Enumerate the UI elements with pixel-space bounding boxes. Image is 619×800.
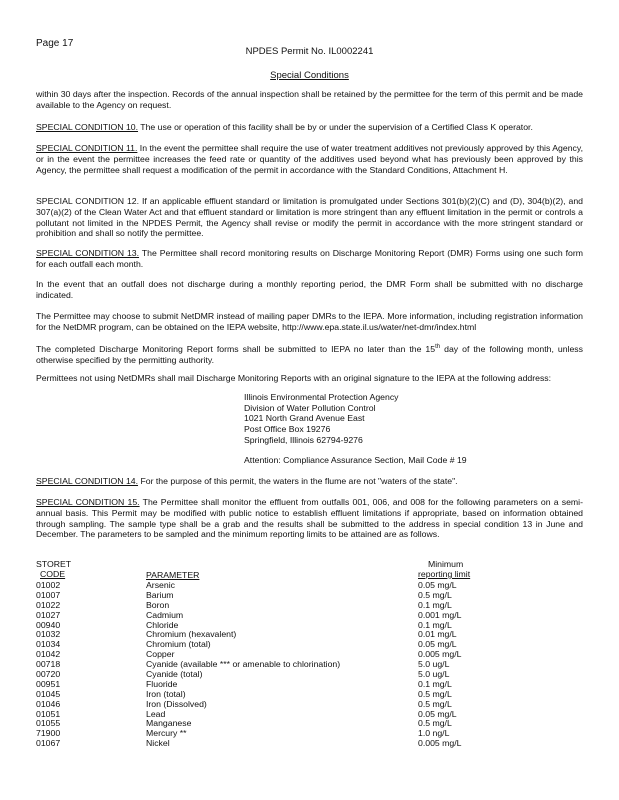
condition-label: SPECIAL CONDITION 10. bbox=[36, 122, 139, 132]
condition-text: In the event the permittee shall require the use of water treatment additives not previously approved by this Agency, or in the event the permittee increases the feed rate or quantity of the additives used beyond what has previously been approved by this Agency, the permittee shall request a modification of the permit in accordance with the Standard Conditions, Attachment H. bbox=[36, 143, 583, 175]
parameter-name: Chromium (hexavalent) bbox=[146, 629, 237, 640]
reporting-limit: 0.05 mg/L bbox=[418, 580, 457, 590]
address-line: Post Office Box 19276 bbox=[244, 424, 331, 435]
table-row bbox=[36, 718, 583, 728]
condition-text: The use or operation of this facility shall be by or under the supervision of a Certified Class K operator. bbox=[138, 122, 533, 132]
completed-text-a: The completed Discharge Monitoring Report forms shall be submitted to IEPA no later than the 15 bbox=[36, 343, 436, 354]
parameter-name: Arsenic bbox=[146, 580, 175, 590]
reporting-limit: 0.5 mg/L bbox=[418, 589, 452, 600]
parameter-name: Mercury ** bbox=[146, 728, 187, 739]
reporting-limit: 0.5 mg/L bbox=[418, 688, 452, 699]
table-row bbox=[36, 699, 583, 709]
minimum-label: Minimum bbox=[428, 559, 464, 569]
reporting-limit: 0.5 mg/L bbox=[418, 718, 452, 729]
reporting-limit: 0.01 mg/L bbox=[418, 629, 457, 640]
table-row bbox=[36, 580, 583, 590]
special-condition-13 bbox=[36, 248, 583, 270]
paragraph-mail-address: Permittees not using NetDMRs shall mail Discharge Monitoring Reports with an original signature to the IEPA at the following address: bbox=[36, 373, 552, 383]
permit-number: NPDES Permit No. IL0002241 bbox=[245, 46, 374, 57]
parameter-name: Cadmium bbox=[146, 609, 184, 620]
storet-code: 01007 bbox=[36, 589, 61, 600]
condition-text: The Permittee shall monitor the effluent from outfalls 001, 006, and 008 for the following parameters on a semi-annual basis. This Permit may be modified with public notice to establish effluent limitations if appropriate, based on information obtained through sampling. The sample type shall be a grab and the results shall be submitted to the address in special condition 13 in June and December. The parameters to be sampled and the minimum reporting limits to be attained are as follows. bbox=[36, 497, 583, 540]
parameter-name: Lead bbox=[146, 708, 166, 719]
condition-label: SPECIAL CONDITION 11. bbox=[36, 143, 138, 153]
page-title: Special Conditions bbox=[270, 70, 349, 81]
reporting-limit: 0.1 mg/L bbox=[418, 619, 452, 630]
storet-code: 01055 bbox=[36, 718, 61, 729]
storet-code: 00720 bbox=[36, 669, 61, 680]
parameter-name: Cyanide (total) bbox=[146, 669, 203, 680]
table-row bbox=[36, 738, 583, 748]
parameter-name: Cyanide (available *** or amenable to chlorination) bbox=[146, 659, 341, 670]
storet-code: 01046 bbox=[36, 698, 61, 709]
reporting-limit: 0.005 mg/L bbox=[418, 649, 462, 660]
paragraph-completed-forms bbox=[36, 342, 583, 365]
parameter-name: Chloride bbox=[146, 619, 179, 630]
storet-code: 00718 bbox=[36, 659, 61, 670]
reporting-limit: 0.1 mg/L bbox=[418, 678, 452, 689]
paragraph-netdmr: The Permittee may choose to submit NetDMR instead of mailing paper DMRs to the IEPA. More information, including registration information for the NetDMR program, can be obtained on the IEPA website, http://www.epa.state.il.us/water/net-dmr/index.html bbox=[36, 311, 583, 332]
reporting-limit: 5.0 ug/L bbox=[418, 669, 450, 680]
table-row bbox=[36, 649, 583, 659]
storet-code: 01027 bbox=[36, 609, 61, 620]
parameter-header: PARAMETER bbox=[146, 569, 200, 580]
address-attention: Attention: Compliance Assurance Section, Mail Code # 19 bbox=[244, 455, 467, 465]
table-row bbox=[36, 600, 583, 610]
storet-code-header bbox=[36, 560, 71, 580]
storet-code: 01034 bbox=[36, 639, 61, 650]
condition-label: SPECIAL CONDITION 15. bbox=[36, 497, 140, 507]
reporting-limit: 5.0 ug/L bbox=[418, 659, 450, 670]
paragraph-no-discharge: In the event that an outfall does not discharge during a monthly reporting period, the DMR Form shall be submitted with no discharge indicated. bbox=[36, 279, 583, 300]
paragraph-inspection: within 30 days after the inspection. Records of the annual inspection shall be retained by the permittee for the term of this permit and be made available to the Agency on request. bbox=[36, 89, 583, 110]
reporting-limit-label: reporting limit bbox=[418, 568, 471, 579]
reporting-limit: 0.05 mg/L bbox=[418, 708, 457, 719]
reporting-limit: 0.05 mg/L bbox=[418, 639, 457, 650]
storet-label: STORET bbox=[36, 559, 72, 569]
condition-text: The Permittee shall record monitoring results on Discharge Monitoring Report (DMR) Forms using one such form for each outfall each month. bbox=[36, 248, 583, 269]
table-row bbox=[36, 709, 583, 719]
address-line: 1021 North Grand Avenue East bbox=[244, 413, 365, 424]
special-condition-10 bbox=[36, 122, 583, 133]
reporting-limit: 0.5 mg/L bbox=[418, 698, 452, 709]
storet-code: 01045 bbox=[36, 688, 61, 699]
storet-code: 01002 bbox=[36, 580, 61, 590]
condition-label: SPECIAL CONDITION 13. bbox=[36, 248, 140, 258]
special-condition-12: SPECIAL CONDITION 12. If an applicable effluent standard or limitation is promulgated under Sections 301(b)(2)(C) and (D), 304(b)(2), and 307(a)(2) of the Clean Water Act and that effluent standard or limitation is more stringent than any effluent limitation in the permit or controls a pollutant not limited in the NPDES Permit, the Agency shall revise or modify the permit in accordance with the more stringent standard or prohibition and shall so notify the permittee. bbox=[36, 196, 583, 239]
address-line: Illinois Environmental Protection Agency bbox=[244, 392, 399, 402]
parameter-table bbox=[36, 560, 583, 748]
reporting-limit: 1.0 ng/L bbox=[418, 728, 450, 739]
storet-code: 01022 bbox=[36, 599, 61, 610]
parameter-name: Barium bbox=[146, 589, 174, 600]
parameter-name: Nickel bbox=[146, 738, 170, 749]
storet-code: 71900 bbox=[36, 728, 61, 739]
special-condition-14 bbox=[36, 476, 583, 487]
table-header bbox=[36, 560, 583, 580]
storet-code: 01042 bbox=[36, 649, 61, 660]
table-row bbox=[36, 620, 583, 630]
mailing-address bbox=[244, 392, 399, 446]
storet-code: 00951 bbox=[36, 678, 61, 689]
special-condition-15 bbox=[36, 497, 583, 540]
reporting-limit: 0.001 mg/L bbox=[418, 609, 462, 620]
parameter-name: Iron (total) bbox=[146, 688, 186, 699]
table-row bbox=[36, 590, 583, 600]
parameter-name: Chromium (total) bbox=[146, 639, 211, 650]
storet-code: 01032 bbox=[36, 629, 61, 640]
page-number: Page 17 bbox=[36, 38, 74, 49]
table-row bbox=[36, 689, 583, 699]
special-condition-11 bbox=[36, 143, 583, 175]
table-row bbox=[36, 629, 583, 639]
reporting-limit: 0.1 mg/L bbox=[418, 599, 452, 610]
minimum-limit-header bbox=[418, 560, 470, 580]
parameter-name: Fluoride bbox=[146, 678, 178, 689]
ordinal-suffix: th bbox=[435, 344, 441, 350]
address-line: Division of Water Pollution Control bbox=[244, 402, 376, 413]
address-line: Springfield, Illinois 62794-9276 bbox=[244, 434, 363, 445]
parameter-name: Manganese bbox=[146, 718, 192, 729]
reporting-limit: 0.005 mg/L bbox=[418, 738, 462, 749]
table-row bbox=[36, 639, 583, 649]
storet-code: 01051 bbox=[36, 708, 61, 719]
table-row bbox=[36, 669, 583, 679]
condition-label: SPECIAL CONDITION 14. bbox=[36, 476, 139, 486]
table-row bbox=[36, 610, 583, 620]
parameter-name: Iron (Dissolved) bbox=[146, 698, 207, 709]
storet-code: 01067 bbox=[36, 738, 61, 749]
table-row bbox=[36, 659, 583, 669]
code-label: CODE bbox=[40, 568, 66, 579]
table-row bbox=[36, 728, 583, 738]
table-row bbox=[36, 679, 583, 689]
parameter-name: Boron bbox=[146, 599, 170, 610]
condition-text: For the purpose of this permit, the waters in the flume are not "waters of the state". bbox=[138, 476, 458, 486]
completed-text-b: day of the following month, unless otherwise specified by the permitting authority. bbox=[36, 343, 583, 365]
parameter-name: Copper bbox=[146, 649, 175, 660]
table-body bbox=[36, 580, 583, 748]
storet-code: 00940 bbox=[36, 619, 61, 630]
